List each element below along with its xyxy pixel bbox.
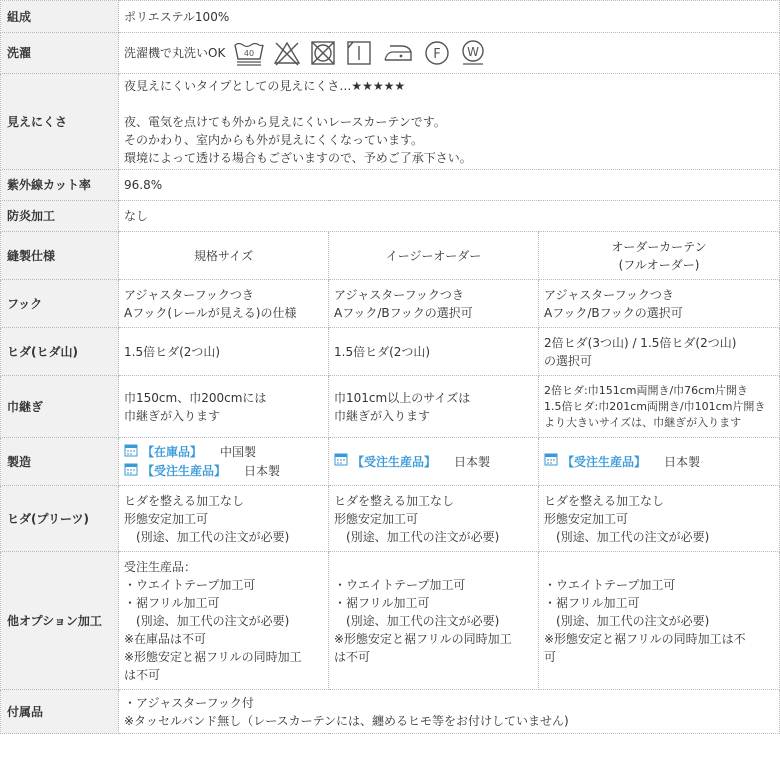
- options-easy-order: ・ウエイトテープ加工可 ・裾フリル加工可 (別途、加工代の注文が必要) ※形態安定と裾フリルの同時加工 は不可: [329, 552, 539, 690]
- stock-tag: 【在庫品】: [142, 445, 203, 459]
- hook-full-order: アジャスターフックつき Aフック/Bフックの選択可: [539, 280, 780, 328]
- options-label: 他オプション加工: [1, 552, 119, 690]
- uv-label: 紫外線カット率: [1, 170, 119, 201]
- calendar-icon: [334, 452, 348, 471]
- seam-standard: 巾150cm、巾200cmには 巾継ぎが入ります: [119, 376, 329, 438]
- wash-40-gentle-icon: [233, 40, 265, 66]
- calendar-icon: [124, 462, 138, 481]
- flame-value: なし: [119, 201, 780, 232]
- composition-value: ポリエステル100%: [119, 1, 780, 33]
- hook-easy-order: アジャスターフックつき Aフック/Bフックの選択可: [329, 280, 539, 328]
- svg-text:W: W: [467, 45, 480, 59]
- specs-label: 縫製仕様: [1, 232, 119, 280]
- wet-clean-w-icon: [459, 40, 487, 66]
- accessories-label: 付属品: [1, 690, 119, 734]
- seam-full-order: 2倍ヒダ:巾151cm両開き/巾76cm片開き 1.5倍ヒダ:巾201cm両開き/巾101cm片開き より大きいサイズは、巾継ぎが入ります: [539, 376, 780, 438]
- manufacture-full-order: [539, 438, 780, 486]
- svg-text:40: 40: [244, 49, 255, 58]
- made-to-order-origin: 日本製: [244, 464, 281, 478]
- manufacture-easy-order: [329, 438, 539, 486]
- options-full-order: ・ウエイトテープ加工可 ・裾フリル加工可 (別途、加工代の注文が必要) ※形態安定と裾フリルの同時加工は不 可: [539, 552, 780, 690]
- uv-value: 96.8%: [119, 170, 780, 201]
- accessories-text: ・アジャスターフック付 ※タッセルバンド無し（レースカーテンには、纏めるヒモ等をお付けしていません): [119, 690, 780, 734]
- col-standard-header: 規格サイズ: [119, 232, 329, 280]
- washing-cell: [119, 33, 780, 74]
- composition-label: 組成: [1, 1, 119, 33]
- drip-dry-icon: [345, 40, 373, 66]
- pleats-label: ヒダ(プリーツ): [1, 486, 119, 552]
- made-to-order-tag: 【受注生産品】: [562, 454, 647, 469]
- dry-clean-f-icon: [423, 40, 451, 66]
- pleats-full-order: ヒダを整える加工なし 形態安定加工可 (別途、加工代の注文が必要): [539, 486, 780, 552]
- low-iron-icon: [381, 40, 415, 66]
- made-to-order-origin: 日本製: [664, 454, 701, 469]
- pleat-easy-order: 1.5倍ヒダ(2つ山): [329, 328, 539, 376]
- washing-value: 洗濯機で丸洗いOK: [124, 46, 226, 60]
- col-easy-order-header: イージーオーダー: [329, 232, 539, 280]
- options-standard: 受注生産品： ・ウエイトテープ加工可 ・裾フリル加工可 (別途、加工代の注文が必要) ※在庫品は不可 ※形態安定と裾フリルの同時加工 は不可: [119, 552, 329, 690]
- made-to-order-origin: 日本製: [454, 454, 491, 469]
- pleat-standard: 1.5倍ヒダ(2つ山): [119, 328, 329, 376]
- pleat-full-order: 2倍ヒダ(3つ山) / 1.5倍ヒダ(2つ山) の選択可: [539, 328, 780, 376]
- seam-label: 巾継ぎ: [1, 376, 119, 438]
- stock-origin: 中国製: [220, 445, 257, 459]
- washing-label: 洗濯: [1, 33, 119, 74]
- manufacture-label: 製造: [1, 438, 119, 486]
- pleat-label: ヒダ(ヒダ山): [1, 328, 119, 376]
- hook-label: フック: [1, 280, 119, 328]
- pleats-easy-order: ヒダを整える加工なし 形態安定加工可 (別途、加工代の注文が必要): [329, 486, 539, 552]
- pleats-standard: ヒダを整える加工なし 形態安定加工可 (別途、加工代の注文が必要): [119, 486, 329, 552]
- hook-standard: アジャスターフックつき Aフック(レールが見える)の仕様: [119, 280, 329, 328]
- calendar-icon: [124, 443, 138, 462]
- seam-easy-order: 巾101cm以上のサイズは 巾継ぎが入ります: [329, 376, 539, 438]
- made-to-order-tag: 【受注生産品】: [352, 454, 437, 469]
- made-to-order-tag: 【受注生産品】: [142, 464, 227, 478]
- no-tumble-dry-icon: [309, 40, 337, 66]
- svg-text:F: F: [433, 47, 442, 62]
- no-bleach-icon: [273, 40, 301, 66]
- flame-label: 防炎加工: [1, 201, 119, 232]
- manufacture-standard: [119, 438, 329, 486]
- visibility-label: 見えにくさ: [1, 74, 119, 170]
- col-full-order-header: オーダーカーテン (フルオーダー): [539, 232, 780, 280]
- calendar-icon: [544, 452, 558, 471]
- visibility-text: 夜見えにくいタイプとしての見えにくさ…★★★★★ 夜、電気を点けても外から見えにくいレースカーテンです。 そのかわり、室内からも外が見えにくくなっています。 環境によって透ける場合もございますので、予めご了承下さい。: [119, 74, 780, 170]
